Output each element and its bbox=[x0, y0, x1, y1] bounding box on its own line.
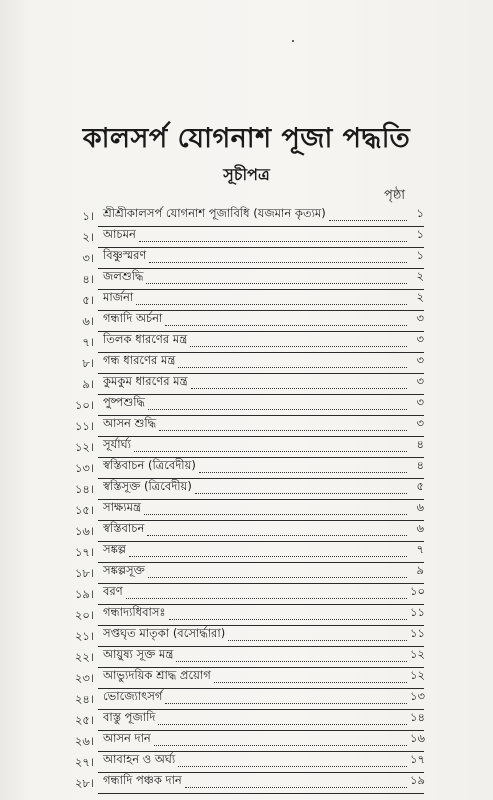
toc-row bbox=[62, 248, 424, 269]
toc-entry bbox=[98, 353, 424, 374]
toc-entry-number: ১২। bbox=[74, 440, 94, 454]
toc-entry-number: ১৪। bbox=[74, 482, 94, 496]
toc-entry-number: ১। bbox=[82, 209, 94, 223]
toc-entry bbox=[98, 752, 424, 773]
toc-row bbox=[62, 521, 424, 542]
toc-row bbox=[62, 395, 424, 416]
toc-entry-label: সূর্যার্ঘ্য bbox=[103, 437, 131, 451]
toc-entry-number: ৫। bbox=[82, 293, 94, 307]
dot-leader bbox=[165, 702, 407, 704]
toc-entry-label: সপ্তঘৃত মাতৃকা (বসোর্দ্ধারা) bbox=[103, 626, 226, 640]
toc-entry-page: ৩ bbox=[416, 332, 424, 346]
dot-leader bbox=[214, 681, 407, 683]
toc-entry-label: তিলক ধারণের মন্ত্র bbox=[103, 332, 188, 346]
toc-entry-page: ২ bbox=[416, 269, 424, 283]
toc-entry-page: ৩ bbox=[416, 374, 424, 388]
toc-entry-number: ১৩। bbox=[74, 461, 94, 475]
toc-entry-number: ৭। bbox=[82, 335, 94, 349]
toc-entry-number: ২৮। bbox=[74, 776, 94, 790]
toc-entry-label: আচমন bbox=[103, 227, 136, 241]
dot-leader bbox=[185, 786, 407, 788]
table-of-contents bbox=[62, 206, 424, 794]
toc-row bbox=[62, 374, 424, 395]
toc-entry-number: ২১। bbox=[74, 629, 94, 643]
toc-entry-page: ১১ bbox=[410, 626, 425, 640]
toc-entry-label: গন্ধাদ্যধিবাসঃ bbox=[103, 605, 166, 619]
toc-entry-label: সঙ্কল্প bbox=[103, 542, 127, 556]
toc-row bbox=[62, 542, 424, 563]
toc-entry-number: ১৯। bbox=[74, 587, 94, 601]
toc-entry-label: আবাহন ও অর্ঘ্য bbox=[103, 752, 176, 766]
toc-entry-label: আসন শুদ্ধি bbox=[103, 416, 157, 430]
dot-leader bbox=[178, 366, 407, 368]
print-speck bbox=[292, 40, 294, 42]
toc-entry-page: ১৬ bbox=[410, 731, 425, 745]
toc-entry-label: পুষ্পশুদ্ধি bbox=[103, 395, 145, 409]
toc-row bbox=[62, 773, 424, 794]
dot-leader bbox=[190, 345, 407, 347]
toc-row bbox=[62, 668, 424, 689]
toc-entry bbox=[98, 332, 424, 353]
toc-entry-label: স্বস্তিসূক্ত (ত্রিবেদীয়) bbox=[103, 479, 192, 493]
dot-leader bbox=[134, 450, 407, 452]
toc-entry-page: ১৯ bbox=[410, 773, 425, 787]
toc-row bbox=[62, 290, 424, 311]
toc-row bbox=[62, 311, 424, 332]
toc-entry bbox=[98, 647, 424, 668]
toc-entry-page: ১০ bbox=[410, 584, 425, 598]
toc-entry-label: কুমকুম ধারণের মন্ত্র bbox=[103, 374, 188, 388]
toc-entry-page: ১ bbox=[416, 248, 424, 262]
dot-leader bbox=[176, 660, 407, 662]
toc-row bbox=[62, 500, 424, 521]
toc-entry bbox=[98, 437, 424, 458]
toc-entry bbox=[98, 290, 424, 311]
toc-entry-number: ১৮। bbox=[74, 566, 94, 580]
dot-leader bbox=[228, 639, 407, 641]
toc-entry-number: ২০। bbox=[74, 608, 94, 622]
toc-entry-page: ১৪ bbox=[410, 710, 425, 724]
toc-entry-number: ২২। bbox=[74, 650, 94, 664]
toc-entry-page: ১২ bbox=[410, 668, 425, 682]
toc-entry-page: ৩ bbox=[416, 416, 424, 430]
toc-entry-label: বাস্তু পূজাদি bbox=[103, 710, 156, 724]
toc-entry bbox=[98, 584, 424, 605]
dot-leader bbox=[195, 492, 407, 494]
toc-entry-number: ২৪। bbox=[74, 692, 94, 706]
toc-entry-number: ৬। bbox=[82, 314, 94, 328]
toc-entry bbox=[98, 521, 424, 542]
dot-leader bbox=[178, 765, 407, 767]
book-title: কালসর্প যোগনাশ পূজা পদ্ধতি bbox=[82, 123, 411, 154]
toc-entry bbox=[98, 227, 424, 248]
toc-entry-label: শ্রীশ্রীকালসর্প যোগনাশ পূজাবিধি (যজমান কৃত্যম) bbox=[103, 206, 326, 220]
toc-row bbox=[62, 479, 424, 500]
toc-entry-page: ১৩ bbox=[410, 689, 425, 703]
toc-entry-number: ১০। bbox=[74, 398, 94, 412]
toc-entry-label: বরণ bbox=[103, 584, 123, 598]
toc-row bbox=[62, 416, 424, 437]
toc-entry-page: ১১ bbox=[410, 605, 425, 619]
toc-entry-label: ভোজ্যোৎসর্গ bbox=[103, 689, 163, 703]
toc-entry bbox=[98, 710, 424, 731]
toc-entry-page: ৬ bbox=[416, 521, 424, 535]
toc-entry bbox=[98, 458, 424, 479]
toc-entry bbox=[98, 248, 424, 269]
toc-entry-label: সঙ্কল্পসূক্ত bbox=[103, 563, 145, 577]
toc-entry-page: ৩ bbox=[416, 311, 424, 325]
toc-entry bbox=[98, 206, 424, 227]
toc-row bbox=[62, 353, 424, 374]
toc-entry-label: স্বস্তিবাচন bbox=[103, 521, 145, 535]
toc-entry bbox=[98, 563, 424, 584]
toc-entry-page: ১ bbox=[416, 206, 424, 220]
toc-row bbox=[62, 269, 424, 290]
dot-leader bbox=[126, 597, 407, 599]
toc-entry-label: গন্ধ ধারণের মন্ত্র bbox=[103, 353, 176, 367]
toc-entry-page: ৪ bbox=[416, 437, 424, 451]
toc-row bbox=[62, 584, 424, 605]
page-column-heading: পৃষ্ঠা bbox=[384, 188, 406, 203]
toc-entry bbox=[98, 500, 424, 521]
toc-entry-number: ১৬। bbox=[74, 524, 94, 538]
toc-row bbox=[62, 458, 424, 479]
toc-entry bbox=[98, 311, 424, 332]
dot-leader bbox=[147, 534, 407, 536]
dot-leader bbox=[136, 303, 407, 305]
toc-entry-label: সাক্ষ্যমন্ত্র bbox=[103, 500, 141, 514]
toc-entry-page: ৫ bbox=[416, 479, 424, 493]
toc-entry-label: আয়ুষ্য সূক্ত মন্ত্র bbox=[103, 647, 174, 661]
toc-row bbox=[62, 626, 424, 647]
toc-entry-page: ৩ bbox=[416, 395, 424, 409]
dot-leader bbox=[165, 324, 407, 326]
toc-entry-number: ২৫। bbox=[74, 713, 94, 727]
dot-leader bbox=[129, 555, 407, 557]
toc-entry-number: ১১। bbox=[74, 419, 94, 433]
toc-entry-label: আভ্যুদয়িক শ্রাদ্ধ প্রয়োগ bbox=[103, 668, 211, 682]
dot-leader bbox=[146, 282, 407, 284]
toc-entry-number: ২। bbox=[82, 230, 94, 244]
dot-leader bbox=[169, 618, 407, 620]
toc-row bbox=[62, 605, 424, 626]
dot-leader bbox=[139, 240, 407, 242]
dot-leader bbox=[191, 387, 407, 389]
toc-row bbox=[62, 731, 424, 752]
toc-entry-label: বিষ্ণুস্মরণ bbox=[103, 248, 147, 262]
dot-leader bbox=[329, 219, 407, 221]
dot-leader bbox=[144, 513, 407, 515]
toc-entry-label: মার্জনা bbox=[103, 290, 134, 304]
toc-row bbox=[62, 227, 424, 248]
toc-entry-page: ৩ bbox=[416, 353, 424, 367]
dot-leader bbox=[199, 471, 407, 473]
toc-entry-page: ১ bbox=[416, 227, 424, 241]
toc-entry-number: ৮। bbox=[82, 356, 94, 370]
toc-entry-page: ৭ bbox=[416, 542, 424, 556]
toc-entry-page: ৯ bbox=[416, 563, 424, 577]
toc-entry-label: স্বস্তিবাচন (ত্রিবেদীয়) bbox=[103, 458, 196, 472]
dot-leader bbox=[158, 723, 407, 725]
toc-entry-page: ৬ bbox=[416, 500, 424, 514]
toc-entry bbox=[98, 395, 424, 416]
toc-row bbox=[62, 752, 424, 773]
toc-entry bbox=[98, 668, 424, 689]
toc-entry-label: গন্ধাদি পঞ্চক দান bbox=[103, 773, 182, 787]
toc-entry-number: ২৩। bbox=[74, 671, 94, 685]
toc-row bbox=[62, 710, 424, 731]
toc-entry bbox=[98, 479, 424, 500]
toc-entry-page: ১২ bbox=[410, 647, 425, 661]
toc-entry-page: ২ bbox=[416, 290, 424, 304]
toc-entry-number: ১৭। bbox=[74, 545, 94, 559]
toc-entry-number: ২৬। bbox=[74, 734, 94, 748]
toc-row bbox=[62, 206, 424, 227]
toc-entry bbox=[98, 416, 424, 437]
toc-entry-number: ১৫। bbox=[74, 503, 94, 517]
toc-entry bbox=[98, 374, 424, 395]
toc-entry bbox=[98, 626, 424, 647]
toc-row bbox=[62, 647, 424, 668]
toc-entry-label: জলশুদ্ধি bbox=[103, 269, 144, 283]
toc-entry-number: ৪। bbox=[82, 272, 94, 286]
toc-entry-number: ৯। bbox=[82, 377, 94, 391]
toc-entry-page: ৪ bbox=[416, 458, 424, 472]
dot-leader bbox=[148, 408, 407, 410]
toc-entry-label: গন্ধাদি অর্চনা bbox=[103, 311, 163, 325]
dot-leader bbox=[159, 429, 407, 431]
toc-entry-label: আসন দান bbox=[103, 731, 151, 745]
toc-entry-number: ৩। bbox=[82, 251, 94, 265]
dot-leader bbox=[148, 576, 407, 578]
toc-entry bbox=[98, 689, 424, 710]
dot-leader bbox=[154, 744, 407, 746]
toc-entry-page: ১৭ bbox=[410, 752, 425, 766]
toc-entry bbox=[98, 542, 424, 563]
toc-row bbox=[62, 689, 424, 710]
toc-row bbox=[62, 437, 424, 458]
dot-leader bbox=[149, 261, 407, 263]
toc-entry bbox=[98, 773, 424, 794]
toc-entry bbox=[98, 605, 424, 626]
toc-entry-number: ২৭। bbox=[74, 755, 94, 769]
toc-row bbox=[62, 563, 424, 584]
toc-row bbox=[62, 332, 424, 353]
toc-heading: সূচীপত্র bbox=[223, 165, 270, 184]
toc-entry bbox=[98, 269, 424, 290]
toc-entry bbox=[98, 731, 424, 752]
